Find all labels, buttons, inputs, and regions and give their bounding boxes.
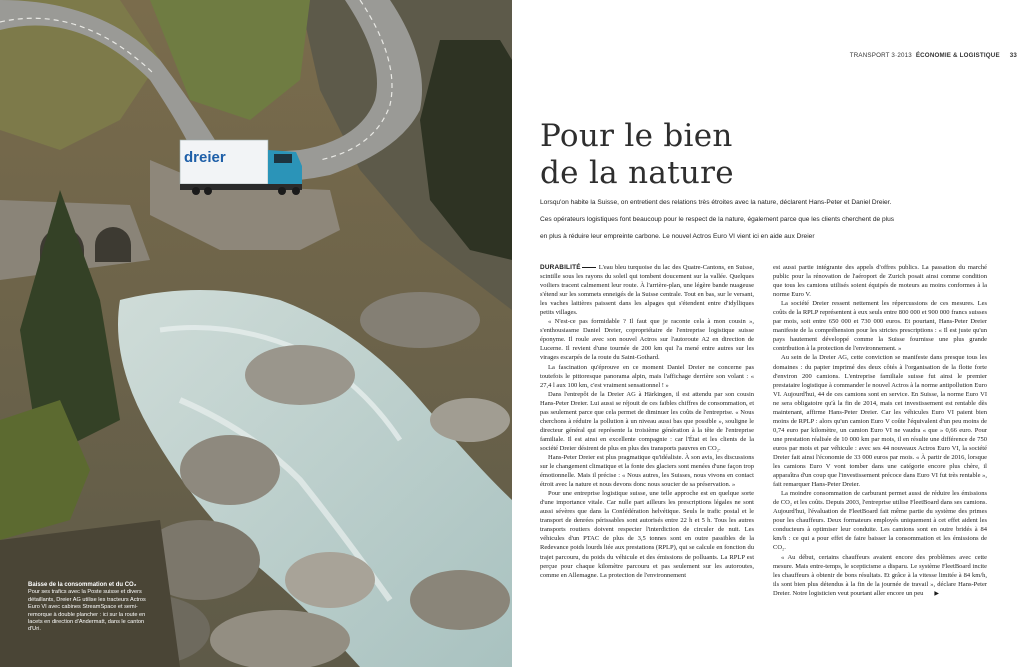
- photo-caption: [28, 582, 146, 634]
- article-page: [512, 0, 1024, 667]
- article-headline: [540, 118, 940, 192]
- lead-paragraph-1: Lorsqu'on habite la Suisse, on entretient des relations très étroites avec la nature, déclarent Hans-Peter et Daniel Dreier.: [540, 199, 892, 206]
- body-column-right: [773, 263, 987, 599]
- body-paragraph: « N'est-ce pas formidable ? Il faut que je raconte cela à mon cousin », s'enthousiasme Daniel Dreier, copropriétaire de l'entreprise logistique suisse éponyme. Il roule avec son nouvel Actros sur l'autoroute A2 en direction de Lucerne. Il revient d'une tournée de 200 km qui l'a mené entre autres sur les virages escarpés de la route du Saint-Gothard.: [540, 318, 754, 362]
- continue-arrow-icon: ▶: [934, 590, 939, 597]
- body-paragraph: Au sein de la Dreier AG, cette conviction se manifeste dans presque tous les domaines : du papier imprimé des deux côtés à l'organisation de la flotte forte d'environ 200 camions. L'entreprise familiale suisse fut ainsi le premier prestataire logistique à commander le nouvel Actros à la norme antipollution Euro VI. Aujourd'hui, 44 de ces camions sont en service. En Suisse, la norme Euro VI ne sera obligatoire qu'à la fin de 2014, mais cet investissement est rentable dès maintenant, affirme Hans-Peter Dreier. Car les véhicules Euro VI paient bien moins de RPLP : alors qu'un camion Euro V coûte l'équivalent d'un peu moins de 0,74 euro par kilomètre, un camion Euro VI ne vaudra « que » 0,66 euro. Pour une prestation réalisée de 10 000 km par mois, il en résulte une différence de 750 euros par mois et par véhicule : avec ses 44 nouveaux Actros Euro VI, la société Dreier fait ainsi l'économie de 33 000 euros par mois. « À partir de 2016, lorsque les camions Euro V vont tomber dans une catégorie encore plus chère, il apparaîtra d'un coup que l'investissement précoce dans Euro VI fut très rentable », fait remarquer Hans-Peter Dreier.: [773, 354, 987, 489]
- running-head: [850, 52, 1017, 59]
- lead-paragraph-3: en plus à réduire leur empreinte carbone. Le nouvel Actros Euro VI vient ici en aide aux Dreier: [540, 233, 815, 240]
- body-paragraph: La société Dreier ressent nettement les répercussions de ces mesures. Les coûts de la RPLP représentent à eux seuls entre 800 000 et 900 000 francs suisses par mois, soit entre 650 000 et 730 000 euros. Et pourtant, Hans-Peter Dreier manifeste de la compréhension pour les strictes prescriptions : « Il est juste qu'un pays hautement développé comme la Suisse fournisse une plus grande contribution à la protection de l'environnement. »: [773, 300, 987, 353]
- body-paragraph: [773, 553, 987, 599]
- body-paragraph: Pour une entreprise logistique suisse, une telle approche est en quelque sorte d'une importance vitale. Car nulle part ailleurs les prescriptions légales ne sont aussi sévères que dans la Confédération helvétique. Seuls le trafic postal et le transport de denrées périssables sont autorisés entre 22 h et 5 h. Tous les autres transports routiers doivent respecter l'interdiction de circuler de nuit. Les véhicules d'un PTAC de plus de 3,5 tonnes sont en outre passibles de la Redevance poids lourds liée aux prestations (RPLP), qui se calcule en fonction du trajet parcouru, du poids du véhicule et des émissions de polluants. La RPLP est perçue pour chaque kilomètre parcouru et pas seulement sur les autoroutes, comme en Allemagne. La protection de l'environnement: [540, 490, 754, 579]
- issue-label: TRANSPORT 3·2013: [849, 52, 912, 59]
- truck-brand-logo: dreier: [184, 149, 226, 166]
- body-paragraph: est aussi partie intégrante des appels d'offres publics. La passation du marché public pour la rénovation de l'aéroport de Zurich posait ainsi comme condition que tous les camions utilisés soient équipés de moteurs au moins conformes à la norme Euro V.: [773, 264, 987, 299]
- lead-paragraph-2: Ces opérateurs logistiques font beaucoup pour le respect de la nature, également parce que les clients cherchent de plus: [540, 216, 895, 223]
- body-column-left: [540, 263, 754, 580]
- body-paragraph-text: « Au début, certains chauffeurs avaient encore des problèmes avec cette mesure. Mais entre-temps, le scepticisme a disparu. Le système FleetBoard incite les chauffeurs à obtenir de bons résultats. Et grâce à la vitesse limitée à 84 km/h, ils sont bien plus détendus à la fin de la journée de travail », déclare Hans-Peter Dreier. Notre logisticien veut pourtant aller encore un peu: [773, 553, 987, 597]
- body-paragraph: La fascination qu'éprouve en ce moment Daniel Dreier ne concerne pas toutefois le pittoresque panorama alpin, mais l'affichage derrière son volant : « 27,4 l aux 100 km, c'est vraiment sensationnel ! »: [540, 363, 754, 389]
- kicker-rule: [582, 267, 596, 268]
- body-paragraph: [540, 263, 754, 317]
- body-paragraph: La moindre consommation de carburant permet aussi de réduire les émissions de CO₂ et les coûts. Depuis 2003, l'entreprise utilise FleetBoard dans ses camions. Aujourd'hui, l'évaluation de FleetBoard fait même partie du système des primes pour les chauffeurs. Deux formateurs employés uniquement à cet effet aident les conducteurs à optimiser leur conduite. Les camions sont en outre bridés à 84 km/h : ce qui a pour effet de faire baisser la consommation et les émissions de CO₂.: [773, 490, 987, 552]
- body-paragraph: Dans l'entrepôt de la Dreier AG à Härkingen, il est attendu par son cousin Hans-Peter Dreier. Lui aussi se réjouit de ces faibles chiffres de consommation, et pas seulement parce que cela permet de diminuer les coûts de l'entreprise. « Nous cherchons à réduire la pollution à un niveau aussi bas que possible », souligne le directeur général qui représente la troisième génération à la tête de l'entreprise familiale. Il est ainsi en excellente compagnie : car l'État et les clients de la société Dreier désirent de plus en plus des transports pauvres en CO₂.: [540, 390, 754, 452]
- section-label: ÉCONOMIE & LOGISTIQUE: [915, 52, 1000, 59]
- body-paragraph-text: L'eau bleu turquoise du lac des Quatre-Cantons, en Suisse, scintille sous les rayons du soleil qui tombent doucement sur la vallée. Quelques voiliers tracent calmement leur route. À l'arrière-plan, une légère bande nuageuse s'étend sur les sommets enneigés de la Suisse centrale. Tout en bas, sur le versant, les vaches laitières paissent dans les alpages qui s'étendent entre d'idylliques petits villages.: [540, 264, 754, 317]
- headline-line-2: de la nature: [540, 155, 734, 191]
- article-lead: [540, 198, 910, 249]
- caption-title: Baisse de la consommation et du CO₂: [28, 582, 137, 588]
- caption-body: Pour ses trafics avec la Poste suisse et divers détaillants, Dreier AG utilise les tracteurs Actros Euro VI avec cabines StreamSpace et semi-remorque à double plancher : ici sur la route en lacets en direction d'Andermatt, dans le canton d'Uri.: [28, 589, 146, 633]
- headline-line-1: Pour le bien: [540, 118, 733, 154]
- article-kicker: DURABILITÉ: [540, 264, 581, 271]
- page-number: 33: [1009, 52, 1017, 59]
- body-paragraph: Hans-Peter Dreier est plus pragmatique qu'idéaliste. À son avis, les discussions sur le changement climatique et la fonte des glaciers sont menées d'une façon trop émotionnelle. Mais il précise : « Nous autres, les Suisses, nous vivons en contact étroit avec la nature et nous devons donc nous soucier de sa préservation. »: [540, 453, 754, 489]
